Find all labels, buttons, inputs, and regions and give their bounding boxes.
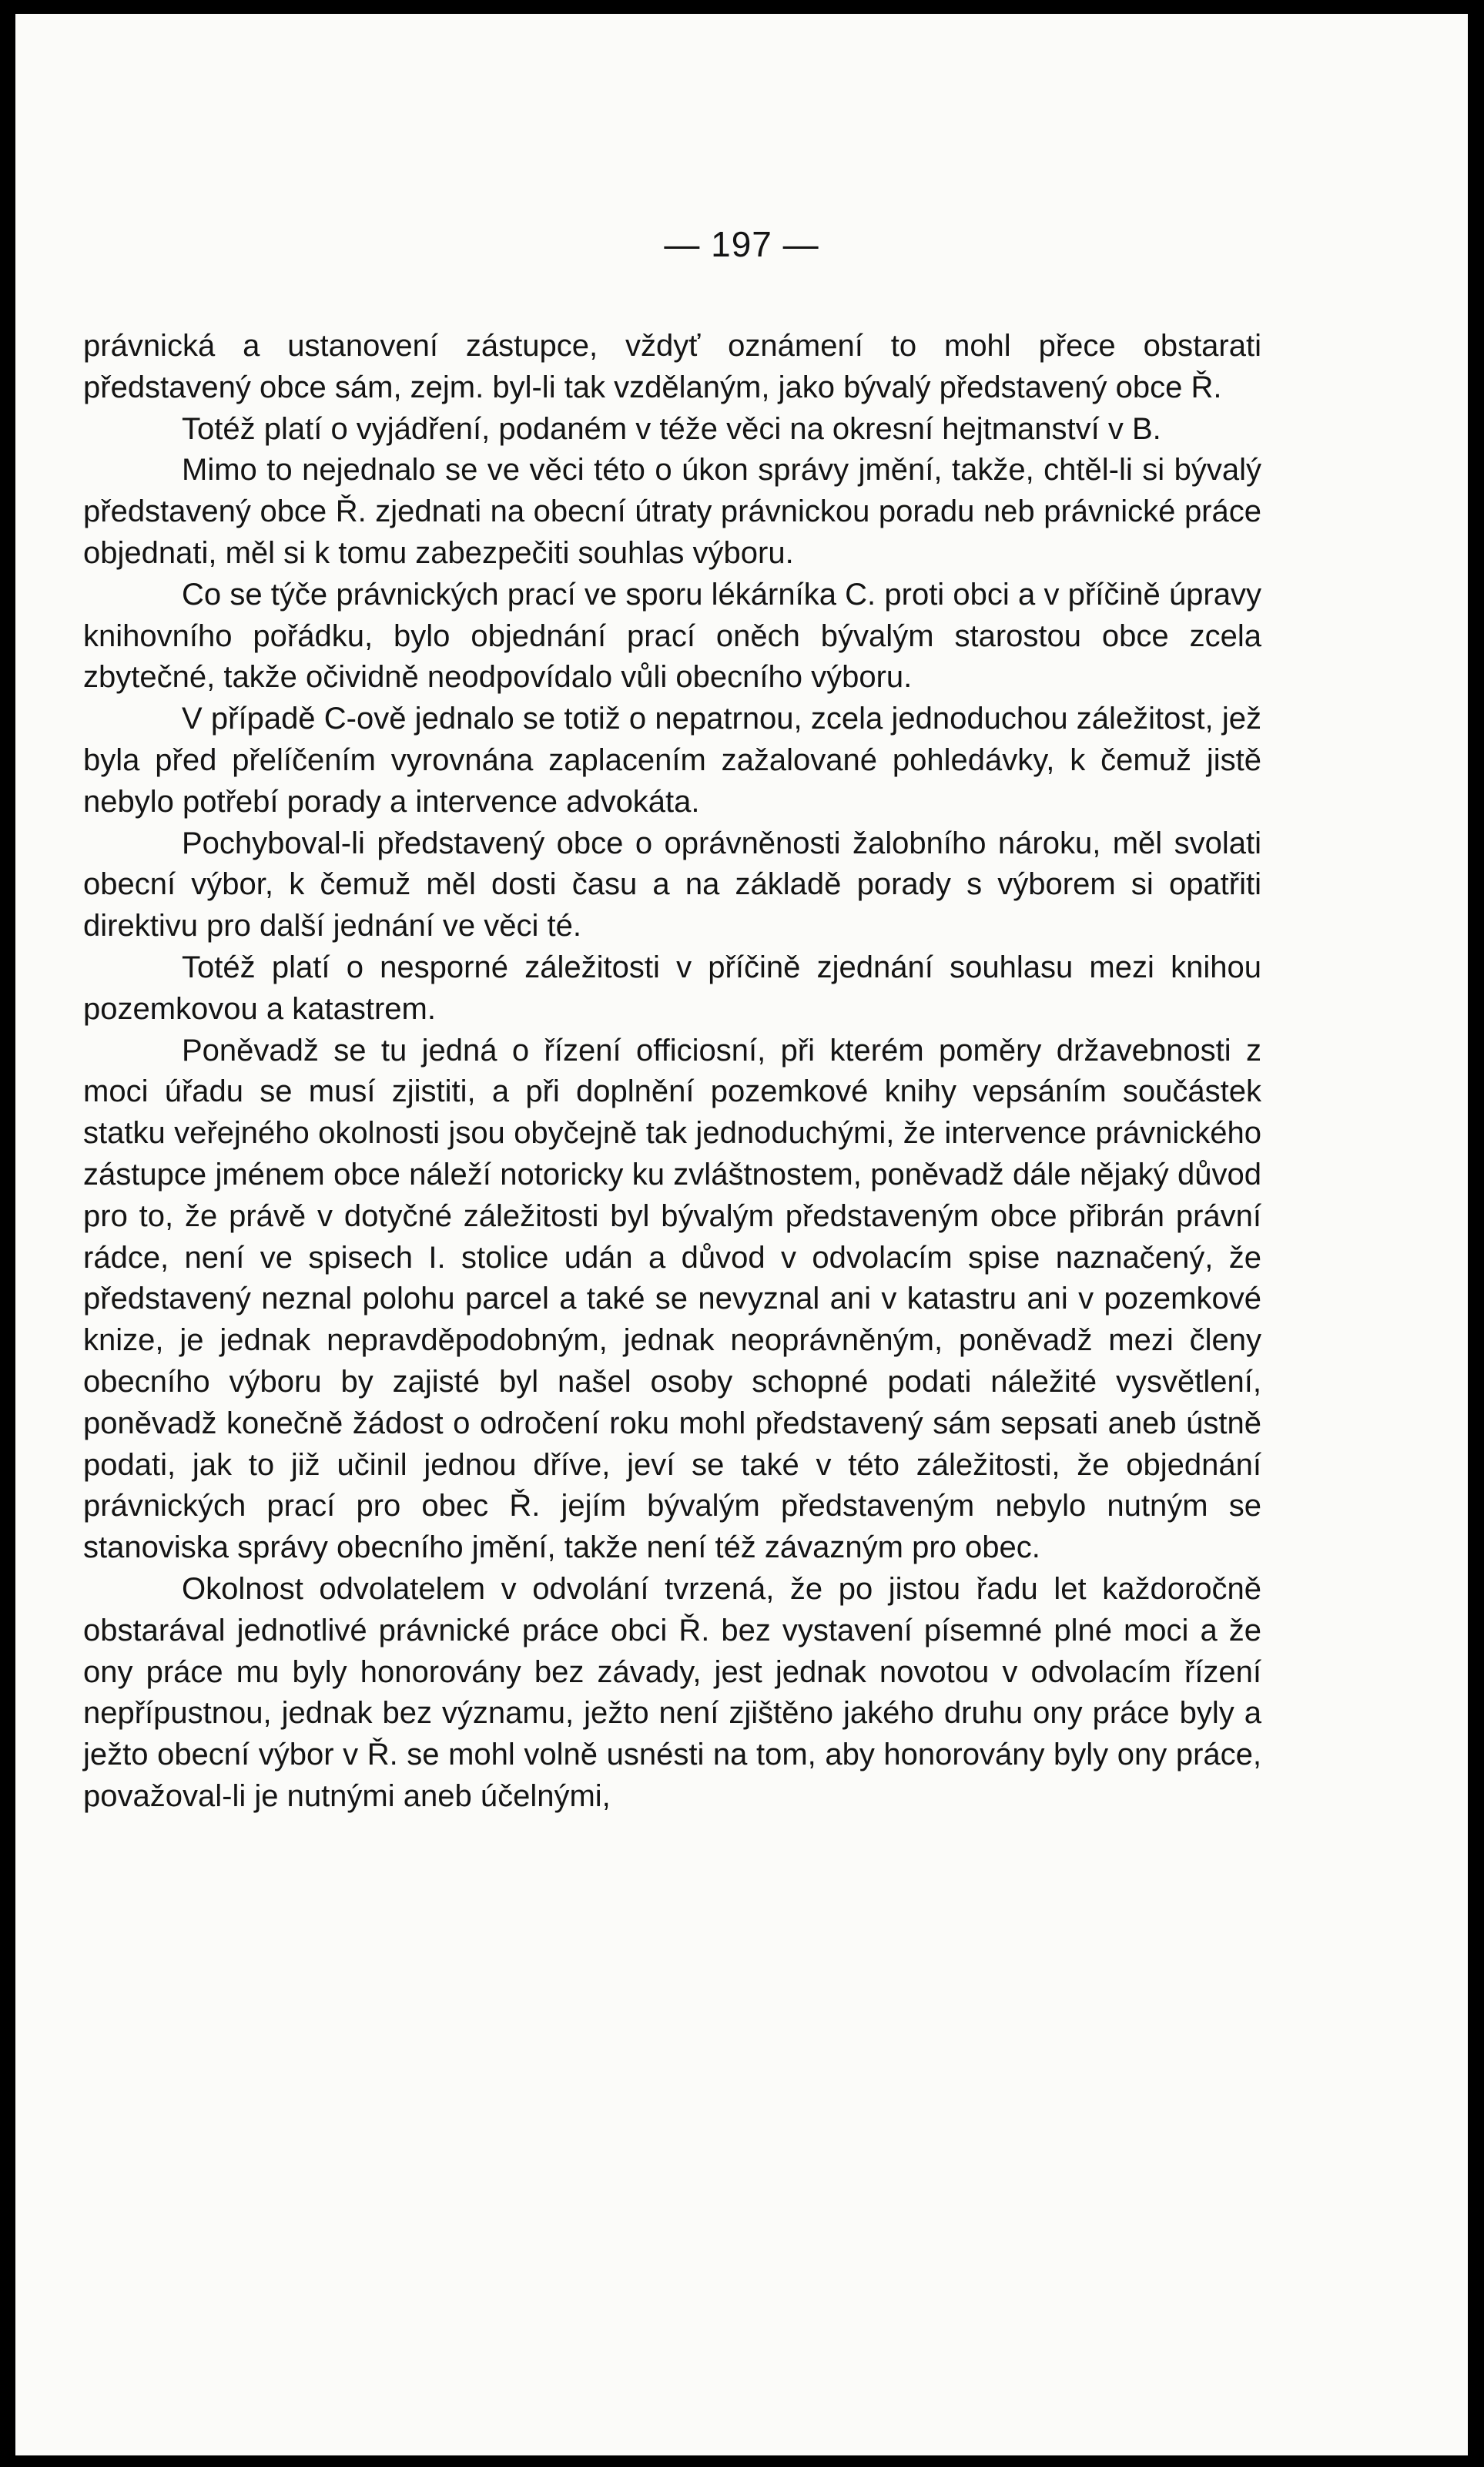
paragraph-8: Poněvadž se tu jedná o řízení officiosní, při kterém poměry državebnosti z moci úřadu se musí zjistiti, a při doplnění pozemkové knihy vepsáním součástek statku veřejného okolnosti jsou obyčejně tak jednoduchými, že intervence právnického zástupce jménem obce náleží notoricky ku zvláštnostem, poněvadž dále nějaký důvod pro to, že právě v dotyčné záležitosti byl bývalým představeným obce přibrán právní rádce, není ve spisech I. stolice udán a důvod v odvolacím spise naznačený, že představený neznal polohu parcel a také se nevyznal ani v katastru ani v pozemkové knize, je jednak nepravděpodobným, jednak neoprávněným, poněvadž mezi členy obecního výboru by zajisté byl našel osoby schopné podati náležité vysvětlení, poněvadž konečně žádost o odročení roku mohl představený sám sepsati aneb ústně podati, jak to již učinil jednou dříve, jeví se také v této záležitosti, že objednání právnických prací pro obec Ř. jejím bývalým představeným nebylo nutným se stanoviska správy obecního jmění, takže není též závazným pro obec.	[83, 1033, 1261, 1565]
body-text	[83, 326, 1261, 1818]
paragraph-9: Okolnost odvolatelem v odvolání tvrzená, že po jistou řadu let každoročně obstarával jednotlivé právnické práce obci Ř. bez vystavení písemné plné moci a že ony práce mu byly honorovány bez závady, jest jednak novotou v odvolacím řízení nepřípustnou, jednak bez významu, ježto není zjištěno jakého druhu ony práce byly a ježto obecní výbor v Ř. se mohl volně usnésti na tom, aby honorovány byly ony práce, považoval-li je nutnými aneb účelnými,	[83, 1571, 1261, 1813]
paragraph-6: Pochyboval-li představený obce o oprávněnosti žalobního nároku, měl svolati obecní výbor, k čemuž měl dosti času a na základě porady s výborem si opatřiti direktivu pro další jednání ve věci té.	[83, 826, 1261, 944]
paragraph-2: Totéž platí o vyjádření, podaném v téže věci na okresní hejtmanství v B.	[182, 411, 1161, 446]
paragraph-1: právnická a ustanovení zástupce, vždyť oznámení to mohl přece obstarati představený obce sám, zejm. byl-li tak vzdělaným, jako bývalý představený obce Ř.	[83, 329, 1261, 404]
page-number: — 197 —	[664, 224, 819, 264]
paragraph-3: Mimo to nejednalo se ve věci této o úkon správy jmění, takže, chtěl-li si bývalý představený obce Ř. zjednati na obecní útraty právnickou poradu neb právnické práce objednati, měl si k tomu zabezpečiti souhlas výboru.	[83, 453, 1261, 570]
paragraph-5: V případě C-ově jednalo se totiž o nepatrnou, zcela jednoduchou záležitost, jež byla před přelíčením vyrovnána zaplacením zažalované pohledávky, k čemuž jistě nebylo potřebí porady a intervence advokáta.	[83, 702, 1261, 819]
paragraph-4: Co se týče právnických prací ve sporu lékárníka C. proti obci a v příčině úpravy knihovního pořádku, bylo objednání prací oněch bývalým starostou obce zcela zbytečné, takže očividně neodpovídalo vůli obecního výboru.	[83, 577, 1261, 695]
document-page	[15, 14, 1468, 2455]
paragraph-7: Totéž platí o nesporné záležitosti v příčině zjednání souhlasu mezi knihou pozemkovou a katastrem.	[83, 950, 1261, 1026]
